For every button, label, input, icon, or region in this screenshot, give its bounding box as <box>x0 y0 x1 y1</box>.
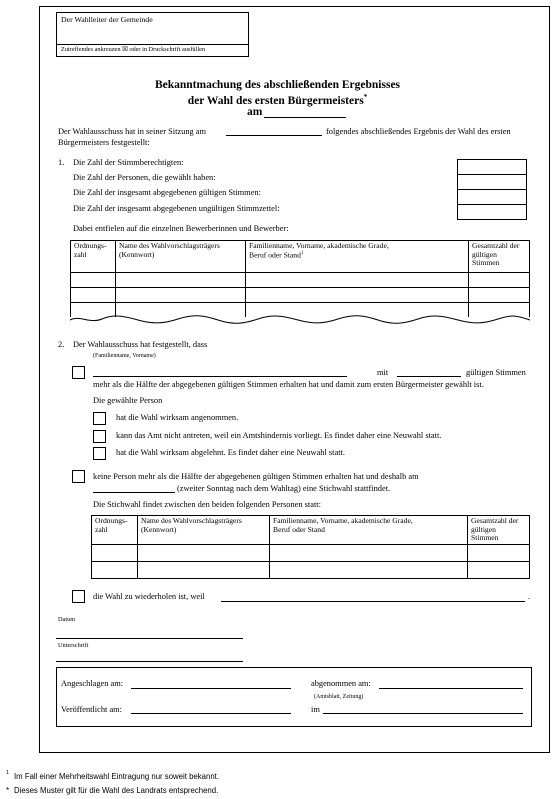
section1-item-gewaehlt: Die Zahl der Personen, die gewählt haben: <box>73 173 216 182</box>
count-gueltig[interactable] <box>458 190 527 205</box>
datum-label: Datum <box>58 616 76 623</box>
col-ordnungszahl: Ordnungs- zahl <box>92 516 138 545</box>
col-wahlvorschlag: Name des Wahlvorschlagsträgers (Kennwort) <box>116 241 246 273</box>
count-waehler[interactable] <box>458 175 527 190</box>
col-familienname-text: Familienname, Vorname, akademische Grade, Beruf oder Stand <box>249 241 389 260</box>
count-stimmberechtigte[interactable] <box>458 160 527 175</box>
stichwahl-date-text: (zweiter Sonntag nach dem Wahltag) eine Stichwahl stattfindet. <box>177 484 391 493</box>
posting-box <box>56 667 532 727</box>
footnote-2: Dieses Muster gilt für die Wahl des Landrats entsprechend. <box>14 786 219 795</box>
title-line2 <box>0 93 555 107</box>
unterschrift-field[interactable] <box>56 661 243 662</box>
abgenommen-field[interactable] <box>379 688 523 689</box>
title-line1: Bekanntmachung des abschließenden Ergebnisses <box>154 79 401 91</box>
checkbox-wiederholen[interactable] <box>72 590 85 603</box>
wahlleiter-divider <box>56 44 249 45</box>
col-gesamtzahl: Gesamtzahl der gültigen Stimmen <box>469 241 530 273</box>
checkbox-abgelehnt[interactable] <box>93 447 106 460</box>
section2-heading: Der Wahlausschuss hat festgestellt, dass <box>73 340 208 349</box>
footnote-ref-1: 1 <box>300 250 304 256</box>
instruction-post: oder in Druckschrift ausfüllen <box>129 46 206 53</box>
wiederholen-text: die Wahl zu wiederholen ist, weil <box>93 592 205 601</box>
unterschrift-label: Unterschrift <box>58 642 89 649</box>
sitzung-date-field[interactable] <box>226 135 322 136</box>
table-row <box>92 562 530 579</box>
stichwahl-table <box>91 515 530 579</box>
option-angenommen: hat die Wahl wirksam angenommen. <box>116 413 239 422</box>
veroeffentlicht-label: Veröffentlicht am: <box>61 705 123 714</box>
checkbox-keine-person[interactable] <box>72 470 85 483</box>
gewaehlte-person-label: Die gewählte Person <box>93 396 163 405</box>
section2-number: 2. <box>58 340 65 349</box>
fill-instruction <box>61 46 205 53</box>
section1-heading: Die Zahl der Stimmberechtigten: <box>73 158 184 167</box>
name-hint: (Familienname, Vorname) <box>93 353 156 359</box>
section1-count-boxes <box>457 159 527 220</box>
keine-person-text: keine Person mehr als die Hälfte der abgegebenen gültigen Stimmen erhalten hat und deshalb am <box>93 472 419 481</box>
veroeffentlicht-field[interactable] <box>131 713 291 714</box>
col-familienname <box>246 241 469 273</box>
section1-number: 1. <box>58 158 65 167</box>
angeschlagen-field[interactable] <box>131 688 291 689</box>
title-date-field[interactable] <box>264 117 346 118</box>
datum-field[interactable] <box>56 638 243 639</box>
title-asterisk: * <box>363 93 368 101</box>
stichwahl-date-field[interactable] <box>93 492 175 493</box>
intro-part3: Bürgermeisters festgestellt: <box>58 138 150 147</box>
table-row <box>71 273 530 288</box>
bewerber-table <box>70 240 530 317</box>
instruction-pre: Zutreffendes ankreuzen <box>61 46 121 53</box>
checked-box-icon: ☒ <box>122 46 128 53</box>
footnote-1: Im Fall einer Mehrheitswahl Eintragung nur soweit bekannt. <box>14 772 219 781</box>
col-familienname: Familienname, Vorname, akademische Grade, Beruf oder Stand <box>270 516 468 545</box>
col-wahlvorschlag: Name des Wahlvorschlagsträgers (Kennwort) <box>138 516 270 545</box>
col-ordnungszahl: Ordnungs- zahl <box>71 241 116 273</box>
amtsblatt-hint: (Amtsblatt, Zeitung) <box>314 694 364 700</box>
title-am: am <box>247 106 263 118</box>
abgenommen-label: abgenommen am: <box>311 679 371 688</box>
checkbox-angenommen[interactable] <box>93 412 106 425</box>
mehr-als-text: mehr als die Hälfte der abgegebenen gültigen Stimmen erhalten hat und damit zum ersten Bürgermeister gewählt ist. <box>93 380 484 389</box>
angeschlagen-label: Angeschlagen am: <box>61 679 124 688</box>
gewaehlt-stimmen-field[interactable] <box>397 376 461 377</box>
col-gesamtzahl: Gesamtzahl der gültigen Stimmen <box>468 516 530 545</box>
gewaehlt-name-field[interactable] <box>93 376 347 377</box>
section1-item-ungueltig: Die Zahl der insgesamt abgegebenen ungültigen Stimmzettel: <box>73 204 280 213</box>
im-field[interactable] <box>323 713 523 714</box>
count-ungueltig[interactable] <box>458 205 527 220</box>
gueltigen-label: gültigen Stimmen <box>466 368 526 377</box>
wiederholen-period: . <box>528 592 531 601</box>
intro-part2: folgendes abschließendes Ergebnis der Wahl des ersten <box>326 127 511 136</box>
checkbox-gewaehlt[interactable] <box>72 366 85 379</box>
stichwahl-zwischen: Die Stichwahl findet zwischen den beiden folgenden Personen statt: <box>93 500 321 509</box>
table-cut-wavy-line <box>68 314 532 326</box>
footnote-1-mark: 1 <box>6 770 10 776</box>
wahlleiter-label: Der Wahlleiter der Gemeinde <box>61 15 153 24</box>
title-line2-text: der Wahl des ersten Bürgermeisters <box>187 94 364 107</box>
section1-davon: Dabei entfielen auf die einzelnen Bewerberinnen und Bewerber: <box>73 224 289 233</box>
table-row <box>71 288 530 303</box>
option-amtshindernis: kann das Amt nicht antreten, weil ein Amtshindernis vorliegt. Es findet daher eine Neuwahl statt. <box>116 431 442 440</box>
table-row <box>92 545 530 562</box>
mit-label: mit <box>377 368 389 377</box>
footnote-2-mark: * <box>6 786 10 795</box>
checkbox-amtshindernis[interactable] <box>93 430 106 443</box>
option-abgelehnt: hat die Wahl wirksam abgelehnt. Es findet daher eine Neuwahl statt. <box>116 448 345 457</box>
im-label: im <box>311 705 320 714</box>
section1-item-gueltig: Die Zahl der insgesamt abgegebenen gültigen Stimmen: <box>73 188 261 197</box>
intro-part1: Der Wahlausschuss hat in seiner Sitzung am <box>58 127 207 136</box>
wiederholen-reason-field[interactable] <box>221 601 525 602</box>
